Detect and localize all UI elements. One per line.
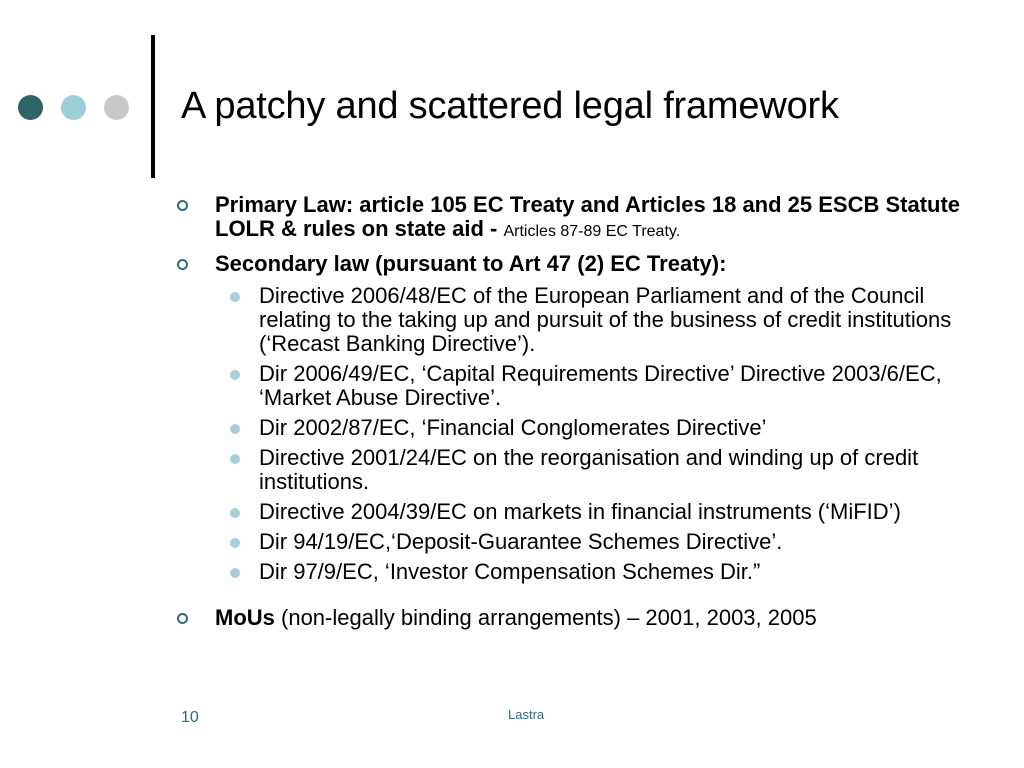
dot-bullet-icon <box>230 454 240 464</box>
title-divider-bar <box>151 35 155 178</box>
ring-bullet-icon <box>177 613 188 624</box>
decorative-dot-light <box>104 95 129 120</box>
list-item <box>175 284 965 356</box>
dot-bullet-icon <box>230 568 240 578</box>
footer-author: Lastra <box>508 707 545 722</box>
slide-title: A patchy and scattered legal framework <box>181 85 839 127</box>
ring-bullet-icon <box>177 259 188 270</box>
mous-heading: MoUs <box>215 605 275 630</box>
bullet-primary-law <box>175 193 965 244</box>
list-item-text: Dir 2006/49/EC, ‘Capital Requirements Directive’ Directive 2003/6/EC, ‘Market Abuse Directive’. <box>259 361 942 410</box>
list-item <box>175 416 965 440</box>
dot-bullet-icon <box>230 508 240 518</box>
dot-bullet-icon <box>230 424 240 434</box>
list-item-text: Dir 2002/87/EC, ‘Financial Conglomerates Directive’ <box>259 415 767 440</box>
secondary-law-heading: Secondary law (pursuant to Art 47 (2) EC Treaty): <box>215 251 727 276</box>
list-item-text: Directive 2001/24/EC on the reorganisation and winding up of credit institutions. <box>259 445 919 494</box>
bullet-secondary-law <box>175 252 965 276</box>
decorative-dot-mid <box>61 95 86 120</box>
list-item-text: Dir 97/9/EC, ‘Investor Compensation Schemes Dir.” <box>259 559 761 584</box>
page-number: 10 <box>181 709 199 726</box>
list-item <box>175 362 965 410</box>
list-item <box>175 560 965 584</box>
primary-law-heading: Primary Law: article 105 EC Treaty and Articles 18 and 25 ESCB Statute LOLR & rules on state aid - <box>215 192 961 241</box>
slide-content <box>175 193 965 638</box>
list-item-text: Dir 94/19/EC,‘Deposit-Guarantee Schemes Directive’. <box>259 529 783 554</box>
primary-law-detail: Articles 87-89 EC Treaty. <box>503 223 681 240</box>
list-item-text: Directive 2006/48/EC of the European Parliament and of the Council relating to the taking up and pursuit of the business of credit institutions (‘Recast Banking Directive’). <box>259 283 952 356</box>
mous-detail: (non-legally binding arrangements) – 2001, 2003, 2005 <box>274 605 817 630</box>
list-item <box>175 446 965 494</box>
list-item <box>175 530 965 554</box>
bullet-mous <box>175 606 965 630</box>
ring-bullet-icon <box>177 200 188 211</box>
dot-bullet-icon <box>230 370 240 380</box>
dot-bullet-icon <box>230 292 240 302</box>
list-item-text: Directive 2004/39/EC on markets in financial instruments (‘MiFID’) <box>259 499 901 524</box>
dot-bullet-icon <box>230 538 240 548</box>
decorative-dot-dark <box>18 95 43 120</box>
list-item <box>175 500 965 524</box>
